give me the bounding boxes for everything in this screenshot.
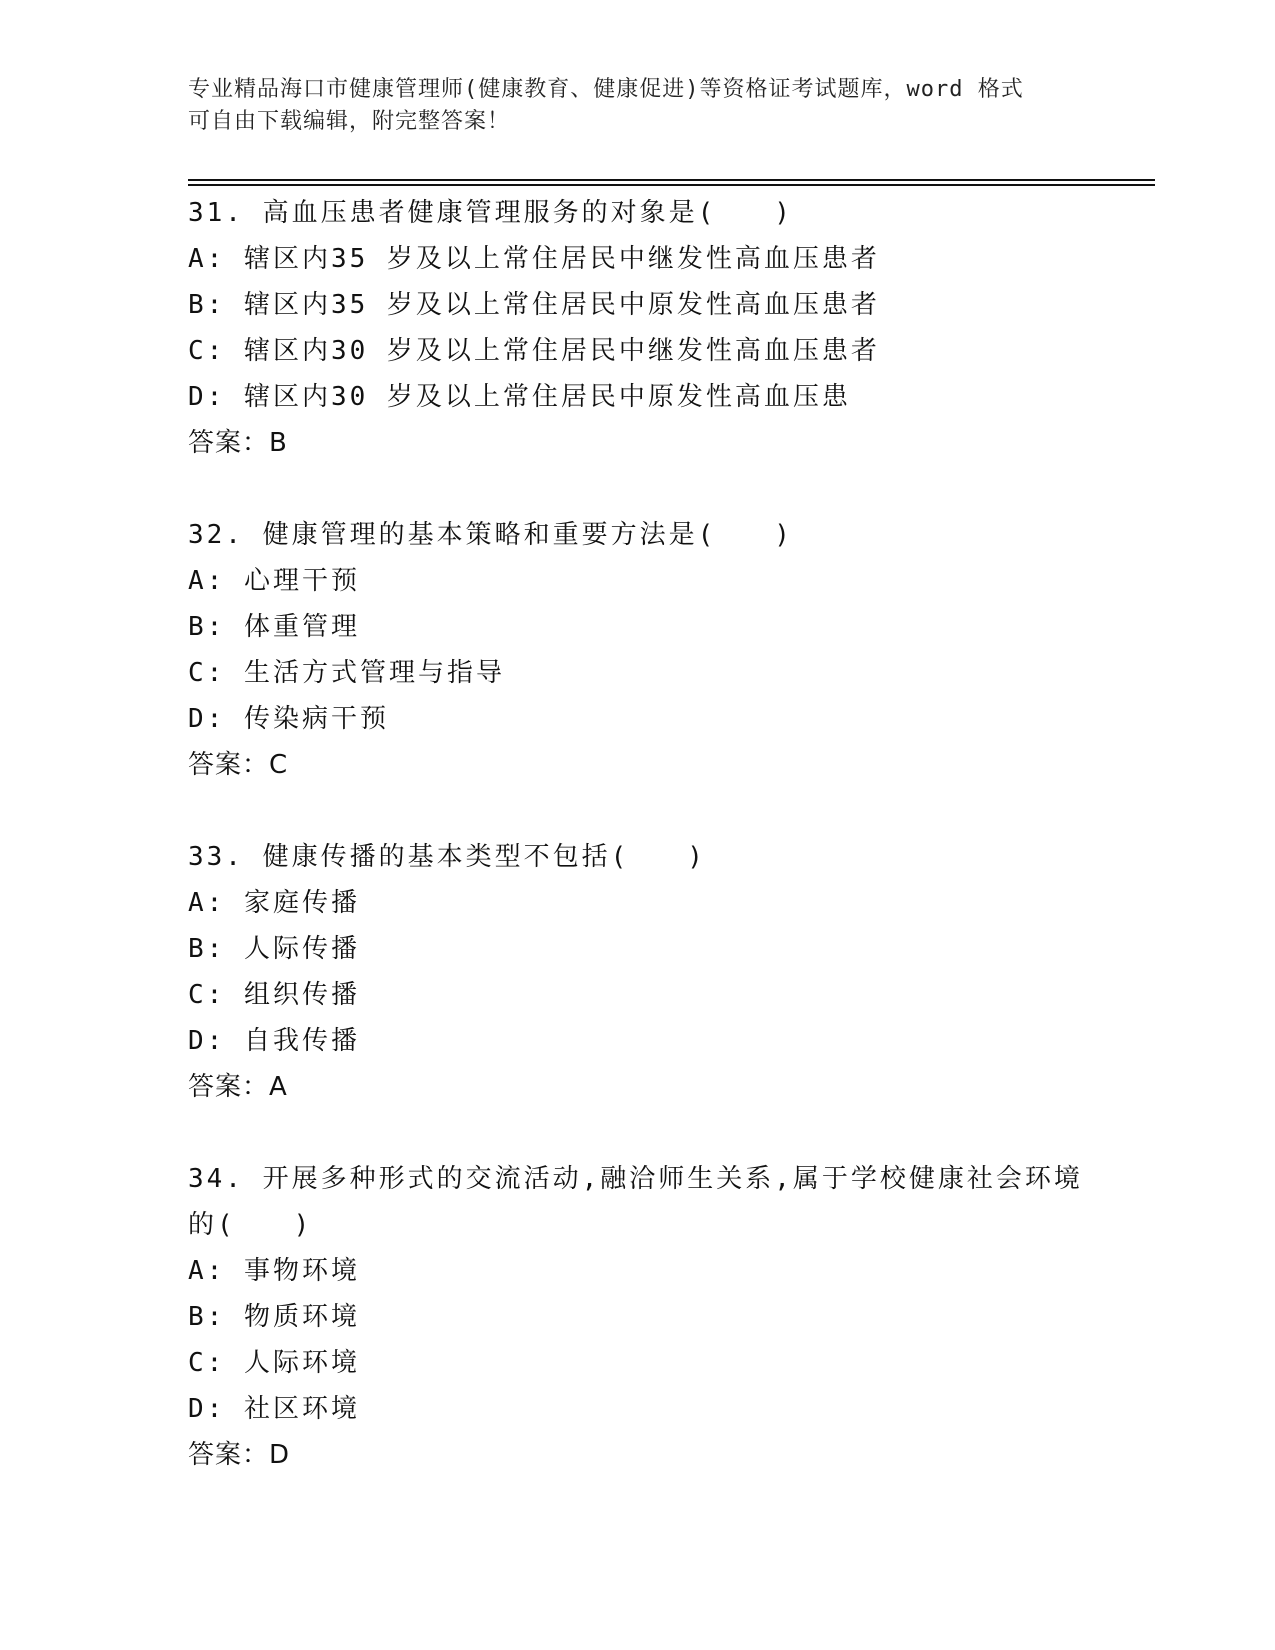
question-stem: 34. 开展多种形式的交流活动,融洽师生关系,属于学校健康社会环境 [188,1164,1083,1194]
option-b: B: 物质环境 [188,1302,360,1332]
option-a: A: 家庭传播 [188,888,360,918]
option-d: D: 传染病干预 [188,704,389,734]
answer-label: 答案：A [188,1072,288,1102]
question-31 [188,190,1148,466]
question-list [188,190,1148,1524]
option-b: B: 人际传播 [188,934,360,964]
option-d: D: 自我传播 [188,1026,360,1056]
option-b: B: 辖区内35 岁及以上常住居民中原发性高血压患者 [188,290,880,320]
option-c: C: 组织传播 [188,980,360,1010]
question-stem: 31. 高血压患者健康管理服务的对象是( ) [188,198,793,228]
option-d: D: 辖区内30 岁及以上常住居民中原发性高血压患 [188,382,851,412]
header-line-2: 可自由下载编辑，附完整答案！ [188,109,511,134]
option-c: C: 生活方式管理与指导 [188,658,505,688]
question-stem: 33. 健康传播的基本类型不包括( ) [188,842,706,872]
question-34 [188,1156,1148,1478]
option-c: C: 辖区内30 岁及以上常住居民中继发性高血压患者 [188,336,880,366]
document-header [188,74,1088,138]
answer-label: 答案：B [188,428,288,458]
option-a: A: 事物环境 [188,1256,360,1286]
answer-label: 答案：D [188,1440,291,1470]
option-a: A: 辖区内35 岁及以上常住居民中继发性高血压患者 [188,244,880,274]
header-rule-bottom [188,184,1155,186]
option-c: C: 人际环境 [188,1348,360,1378]
option-d: D: 社区环境 [188,1394,360,1424]
question-stem: 32. 健康管理的基本策略和重要方法是( ) [188,520,793,550]
header-line-1: 专业精品海口市健康管理师(健康教育、健康促进)等资格证考试题库，word 格式 [188,77,1024,102]
header-rule-top [188,179,1155,181]
question-32 [188,512,1148,788]
answer-label: 答案：C [188,750,289,780]
question-33 [188,834,1148,1110]
question-stem-continued: 的( ) [188,1210,313,1240]
option-a: A: 心理干预 [188,566,360,596]
option-b: B: 体重管理 [188,612,360,642]
